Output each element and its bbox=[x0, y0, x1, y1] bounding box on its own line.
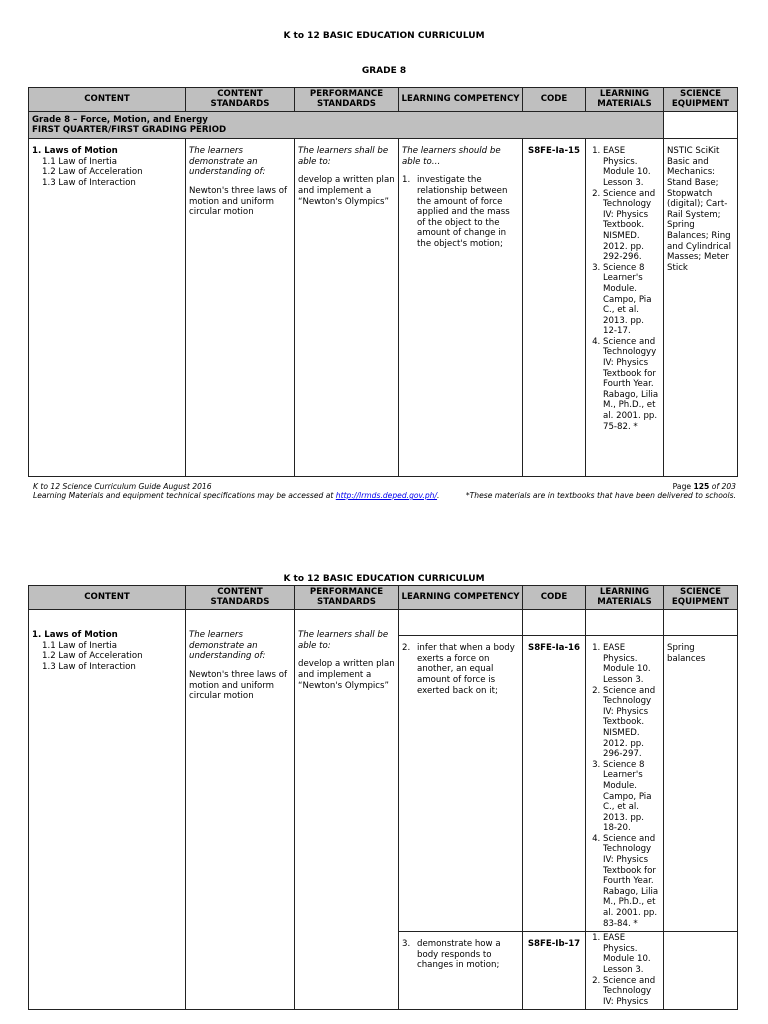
header-content: CONTENT bbox=[29, 586, 186, 610]
footer-access-note: Learning Materials and equipment technical specifications may be accessed at http://lrmds.deped.gov.ph/. bbox=[33, 491, 440, 500]
lc-text: infer that when a body exerts a force on another, an equal amount of force is exerted back on it; bbox=[417, 643, 515, 696]
header-learning-materials: LEARNING MATERIALS bbox=[586, 586, 664, 610]
ps-text: develop a written plan and implement a “Newton's Olympics” bbox=[298, 659, 395, 691]
cs-text: Newton's three laws of motion and uniform circular motion bbox=[189, 185, 288, 218]
cs-intro: The learners demonstrate an understanding of: bbox=[189, 630, 266, 662]
material-item: 1. EASE Physics. Module 10. Lesson 3. bbox=[603, 933, 660, 975]
material-item: 4. Science and Technologyy IV: Physics Textbook for Fourth Year. Rabago, Lilia M., Ph.D., et al. 2001. pp. 75-82. * bbox=[603, 337, 660, 432]
learning-competency-cell bbox=[399, 932, 523, 1010]
content-cell bbox=[29, 610, 186, 1010]
empty-cell bbox=[586, 610, 664, 636]
materials-list bbox=[589, 643, 660, 929]
learning-competency-cell bbox=[399, 139, 523, 477]
footer-materials-note: *These materials are in textbooks that have been delivered to schools. bbox=[465, 491, 736, 500]
science-equipment-cell bbox=[664, 932, 738, 1010]
materials-list bbox=[589, 933, 660, 1007]
content-item: 1.1 Law of Inertia bbox=[42, 156, 118, 167]
cs-intro: The learners demonstrate an understanding of: bbox=[189, 146, 266, 178]
content-item: 1.2 Law of Acceleration bbox=[42, 167, 143, 178]
code-cell: S8FE-Ib-17 bbox=[523, 932, 586, 1010]
code-cell: S8FE-Ia-16 bbox=[523, 636, 586, 932]
header-code: CODE bbox=[523, 586, 586, 610]
science-equipment-cell: NSTIC SciKit Basic and Mechanics: Stand Base; Stopwatch (digital); Cart-Rail System; Spring Balances; Ring and Cylindrical Masses; Meter Stick bbox=[664, 139, 738, 477]
material-item: 3. Science 8 Learner's Module. Campo, Pia C., et al. 2013. pp. 12-17. bbox=[603, 263, 660, 337]
material-item: 2. Science and Technology IV: Physics Textbook. NISMED. 2012. pp. 296-297. bbox=[603, 686, 660, 760]
header-learning-competency: LEARNING COMPETENCY bbox=[399, 88, 523, 112]
header-science-equipment: SCIENCE EQUIPMENT bbox=[664, 88, 738, 112]
header-content-standards: CONTENT STANDARDS bbox=[186, 586, 295, 610]
empty-cell bbox=[664, 610, 738, 636]
performance-standards-cell bbox=[295, 139, 399, 477]
material-item: 3. Science 8 Learner's Module. Campo, Pia C., et al. 2013. pp. 18-20. bbox=[603, 760, 660, 834]
page-number: Page 125 of 203 bbox=[672, 482, 736, 491]
materials-list bbox=[589, 146, 660, 432]
header-content-standards: CONTENT STANDARDS bbox=[186, 88, 295, 112]
ps-intro: The learners shall be able to: bbox=[298, 630, 389, 651]
section-heading-blank bbox=[664, 112, 738, 139]
header-learning-competency: LEARNING COMPETENCY bbox=[399, 586, 523, 610]
header-learning-materials: LEARNING MATERIALS bbox=[586, 88, 664, 112]
footer-guide: K to 12 Science Curriculum Guide August 2016 bbox=[33, 482, 212, 491]
header-science-equipment: SCIENCE EQUIPMENT bbox=[664, 586, 738, 610]
content-title: 1. Laws of Motion bbox=[32, 146, 118, 157]
content-cell bbox=[29, 139, 186, 477]
page2-title: K to 12 BASIC EDUCATION CURRICULUM bbox=[283, 574, 485, 584]
lrmds-link[interactable]: http://lrmds.deped.gov.ph/ bbox=[335, 491, 438, 500]
page1-footer-right bbox=[440, 482, 736, 500]
ps-intro: The learners shall be able to: bbox=[298, 146, 389, 167]
material-item: 1. EASE Physics. Module 10. Lesson 3. bbox=[603, 146, 660, 188]
material-item: 1. EASE Physics. Module 10. Lesson 3. bbox=[603, 643, 660, 685]
page2-curriculum-table bbox=[28, 585, 738, 1010]
content-title: 1. Laws of Motion bbox=[32, 630, 118, 641]
learning-materials-cell bbox=[586, 932, 664, 1010]
content-item: 1.3 Law of Interaction bbox=[42, 661, 136, 672]
section-heading bbox=[29, 112, 664, 139]
lc-number: 2. bbox=[402, 643, 411, 654]
page1-grade: GRADE 8 bbox=[361, 66, 407, 76]
material-item: 2. Science and Technology IV: Physics Textbook. NISMED. 2012. pp. 292-296. bbox=[603, 189, 660, 263]
content-standards-cell bbox=[186, 139, 295, 477]
section-heading-line2: FIRST QUARTER/FIRST GRADING PERIOD bbox=[32, 125, 227, 136]
page1-curriculum-table bbox=[28, 87, 738, 477]
science-equipment-cell: Spring balances bbox=[664, 636, 738, 932]
header-performance-standards: PERFORMANCE STANDARDS bbox=[295, 88, 399, 112]
lc-number: 3. bbox=[402, 939, 411, 950]
section-heading-line1: Grade 8 – Force, Motion, and Energy bbox=[32, 115, 208, 126]
content-item: 1.2 Law of Acceleration bbox=[42, 651, 143, 662]
lc-text: investigate the relationship between the amount of force applied and the mass of the object to the amount of change in the object's motion; bbox=[417, 175, 510, 249]
content-item: 1.3 Law of Interaction bbox=[42, 177, 136, 188]
lc-text: demonstrate how a body responds to changes in motion; bbox=[417, 939, 501, 971]
learning-competency-cell bbox=[399, 636, 523, 932]
table-row bbox=[29, 139, 738, 477]
content-standards-cell bbox=[186, 610, 295, 1010]
empty-cell bbox=[399, 610, 523, 636]
ps-text: develop a written plan and implement a “Newton's Olympics” bbox=[298, 175, 395, 207]
empty-cell bbox=[523, 610, 586, 636]
content-item: 1.1 Law of Inertia bbox=[42, 640, 118, 651]
learning-materials-cell bbox=[586, 636, 664, 932]
learning-materials-cell bbox=[586, 139, 664, 477]
lc-intro: The learners should be able to… bbox=[402, 146, 501, 167]
page1-footer-left bbox=[33, 482, 453, 500]
material-item: 2. Science and Technology IV: Physics bbox=[603, 976, 660, 1008]
lc-number: 1. bbox=[402, 175, 411, 186]
material-item: 4. Science and Technology IV: Physics Textbook for Fourth Year. Rabago, Lilia M., Ph.D., et al. 2001. pp. 83-84. * bbox=[603, 834, 660, 929]
performance-standards-cell bbox=[295, 610, 399, 1010]
header-performance-standards: PERFORMANCE STANDARDS bbox=[295, 586, 399, 610]
page1-title: K to 12 BASIC EDUCATION CURRICULUM bbox=[283, 31, 485, 41]
header-content: CONTENT bbox=[29, 88, 186, 112]
cs-text: Newton's three laws of motion and uniform circular motion bbox=[189, 669, 288, 702]
header-code: CODE bbox=[523, 88, 586, 112]
code-cell: S8FE-Ia-15 bbox=[523, 139, 586, 477]
